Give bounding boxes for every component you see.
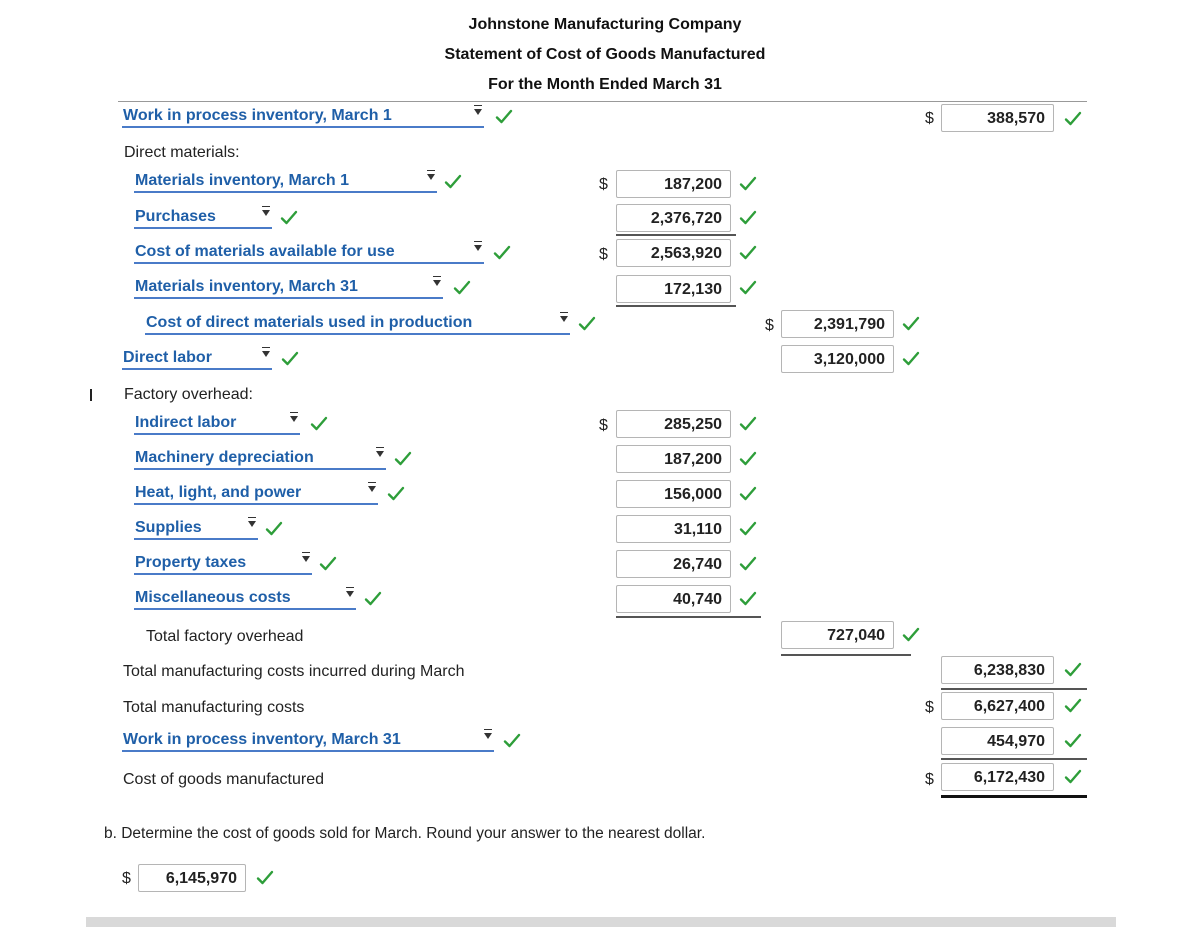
total-incurred-input[interactable]: 6,238,830 bbox=[941, 656, 1054, 684]
materials-end-dropdown[interactable] bbox=[134, 277, 443, 299]
checkmark-icon bbox=[280, 209, 298, 227]
wip-begin-dropdown[interactable] bbox=[122, 106, 484, 128]
indirect-labor-input[interactable]: 285,250 bbox=[616, 410, 731, 438]
wip-end-input[interactable]: 454,970 bbox=[941, 727, 1054, 755]
checkmark-icon bbox=[739, 485, 757, 503]
checkmark-icon bbox=[739, 209, 757, 227]
heat-light-power-dropdown[interactable] bbox=[134, 483, 378, 505]
direct-labor-input[interactable]: 3,120,000 bbox=[781, 345, 894, 373]
total-costs-input[interactable]: 6,627,400 bbox=[941, 692, 1054, 720]
checkmark-icon bbox=[902, 315, 920, 333]
cogs-answer-input[interactable]: 6,145,970 bbox=[138, 864, 246, 892]
currency-symbol: $ bbox=[599, 176, 608, 193]
caret-down-icon bbox=[427, 174, 435, 180]
materials-available-input[interactable]: 2,563,920 bbox=[616, 239, 731, 267]
checkmark-icon bbox=[739, 175, 757, 193]
purchases-input[interactable]: 2,376,720 bbox=[616, 204, 731, 232]
materials-begin-dropdown[interactable] bbox=[134, 171, 437, 193]
checkmark-icon bbox=[902, 626, 920, 644]
header-divider bbox=[118, 101, 1087, 102]
checkmark-icon bbox=[503, 732, 521, 750]
materials-end-label: Materials inventory, March 31 bbox=[135, 278, 358, 295]
wip-begin-input[interactable]: 388,570 bbox=[941, 104, 1054, 132]
materials-begin-label: Materials inventory, March 1 bbox=[135, 172, 349, 189]
wip-begin-label: Work in process inventory, March 1 bbox=[123, 107, 392, 124]
currency-symbol: $ bbox=[925, 771, 934, 788]
checkmark-icon bbox=[739, 590, 757, 608]
property-taxes-label: Property taxes bbox=[135, 554, 247, 571]
factory-overhead-heading: Factory overhead: bbox=[124, 386, 253, 403]
caret-down-icon bbox=[368, 486, 376, 492]
total-costs-label: Total manufacturing costs bbox=[123, 699, 305, 716]
caret-down-icon bbox=[484, 733, 492, 739]
statement-title: Statement of Cost of Goods Manufactured bbox=[444, 46, 766, 63]
property-taxes-dropdown[interactable] bbox=[134, 553, 312, 575]
caret-down-icon bbox=[560, 316, 568, 322]
currency-symbol: $ bbox=[925, 110, 934, 127]
checkmark-icon bbox=[1064, 732, 1082, 750]
caret-down-icon bbox=[248, 521, 256, 527]
direct-materials-heading: Direct materials: bbox=[124, 144, 240, 161]
checkmark-icon bbox=[394, 450, 412, 468]
currency-symbol: $ bbox=[925, 699, 934, 716]
checkmark-icon bbox=[902, 350, 920, 368]
checkmark-icon bbox=[1064, 661, 1082, 679]
cogm-input[interactable]: 6,172,430 bbox=[941, 763, 1054, 791]
dm-used-dropdown[interactable] bbox=[145, 313, 570, 335]
total-incurred-label: Total manufacturing costs incurred during March bbox=[123, 663, 465, 680]
checkmark-icon bbox=[493, 244, 511, 262]
checkmark-icon bbox=[444, 173, 462, 191]
materials-available-label: Cost of materials available for use bbox=[135, 243, 395, 260]
purchases-dropdown[interactable] bbox=[134, 207, 272, 229]
currency-symbol: $ bbox=[765, 317, 774, 334]
supplies-input[interactable]: 31,110 bbox=[616, 515, 731, 543]
heat-light-power-label: Heat, light, and power bbox=[135, 484, 302, 501]
checkmark-icon bbox=[739, 555, 757, 573]
double-underline bbox=[941, 795, 1087, 798]
checkmark-icon bbox=[319, 555, 337, 573]
caret-down-icon bbox=[376, 451, 384, 457]
checkmark-icon bbox=[578, 315, 596, 333]
checkmark-icon bbox=[453, 279, 471, 297]
subtotal-underline bbox=[781, 654, 911, 656]
misc-costs-label: Miscellaneous costs bbox=[135, 589, 291, 606]
checkmark-icon bbox=[310, 415, 328, 433]
checkmark-icon bbox=[739, 415, 757, 433]
direct-labor-dropdown[interactable] bbox=[122, 348, 272, 370]
caret-down-icon bbox=[474, 109, 482, 115]
company-name: Johnstone Manufacturing Company bbox=[468, 16, 742, 33]
materials-begin-input[interactable]: 187,200 bbox=[616, 170, 731, 198]
bottom-scroll-bar[interactable] bbox=[86, 917, 1116, 927]
subtotal-underline bbox=[616, 305, 736, 307]
materials-available-dropdown[interactable] bbox=[134, 242, 484, 264]
heat-light-power-input[interactable]: 156,000 bbox=[616, 480, 731, 508]
checkmark-icon bbox=[256, 869, 274, 887]
checkmark-icon bbox=[387, 485, 405, 503]
indirect-labor-dropdown[interactable] bbox=[134, 413, 300, 435]
caret-down-icon bbox=[262, 351, 270, 357]
left-margin-marker bbox=[90, 389, 92, 401]
currency-symbol: $ bbox=[122, 870, 131, 887]
misc-costs-dropdown[interactable] bbox=[134, 588, 356, 610]
total-overhead-input[interactable]: 727,040 bbox=[781, 621, 894, 649]
materials-end-input[interactable]: 172,130 bbox=[616, 275, 731, 303]
machinery-depreciation-input[interactable]: 187,200 bbox=[616, 445, 731, 473]
purchases-label: Purchases bbox=[135, 208, 216, 225]
dm-used-input[interactable]: 2,391,790 bbox=[781, 310, 894, 338]
checkmark-icon bbox=[265, 520, 283, 538]
property-taxes-input[interactable]: 26,740 bbox=[616, 550, 731, 578]
subtotal-underline bbox=[616, 234, 736, 236]
currency-symbol: $ bbox=[599, 246, 608, 263]
caret-down-icon bbox=[474, 245, 482, 251]
misc-costs-input[interactable]: 40,740 bbox=[616, 585, 731, 613]
checkmark-icon bbox=[364, 590, 382, 608]
subtotal-underline bbox=[616, 616, 761, 618]
checkmark-icon bbox=[739, 279, 757, 297]
checkmark-icon bbox=[1064, 110, 1082, 128]
checkmark-icon bbox=[739, 520, 757, 538]
supplies-label: Supplies bbox=[135, 519, 202, 536]
currency-symbol: $ bbox=[599, 417, 608, 434]
machinery-depreciation-dropdown[interactable] bbox=[134, 448, 386, 470]
wip-end-label: Work in process inventory, March 31 bbox=[123, 731, 401, 748]
direct-labor-label: Direct labor bbox=[123, 349, 212, 366]
caret-down-icon bbox=[433, 280, 441, 286]
checkmark-icon bbox=[495, 108, 513, 126]
checkmark-icon bbox=[281, 350, 299, 368]
subtotal-underline bbox=[941, 758, 1087, 760]
caret-down-icon bbox=[262, 210, 270, 216]
supplies-dropdown[interactable] bbox=[134, 518, 258, 540]
checkmark-icon bbox=[739, 244, 757, 262]
wip-end-dropdown[interactable] bbox=[122, 730, 494, 752]
part-b-question: b. Determine the cost of goods sold for March. Round your answer to the nearest dollar. bbox=[104, 825, 706, 842]
caret-down-icon bbox=[302, 556, 310, 562]
checkmark-icon bbox=[1064, 697, 1082, 715]
cogm-label: Cost of goods manufactured bbox=[123, 771, 325, 788]
dm-used-label: Cost of direct materials used in production bbox=[146, 314, 473, 331]
checkmark-icon bbox=[1064, 768, 1082, 786]
caret-down-icon bbox=[290, 416, 298, 422]
total-overhead-label: Total factory overhead bbox=[146, 628, 304, 645]
subtotal-underline bbox=[941, 688, 1087, 690]
caret-down-icon bbox=[346, 591, 354, 597]
statement-period: For the Month Ended March 31 bbox=[488, 76, 722, 93]
checkmark-icon bbox=[739, 450, 757, 468]
indirect-labor-label: Indirect labor bbox=[135, 414, 237, 431]
machinery-depreciation-label: Machinery depreciation bbox=[135, 449, 314, 466]
